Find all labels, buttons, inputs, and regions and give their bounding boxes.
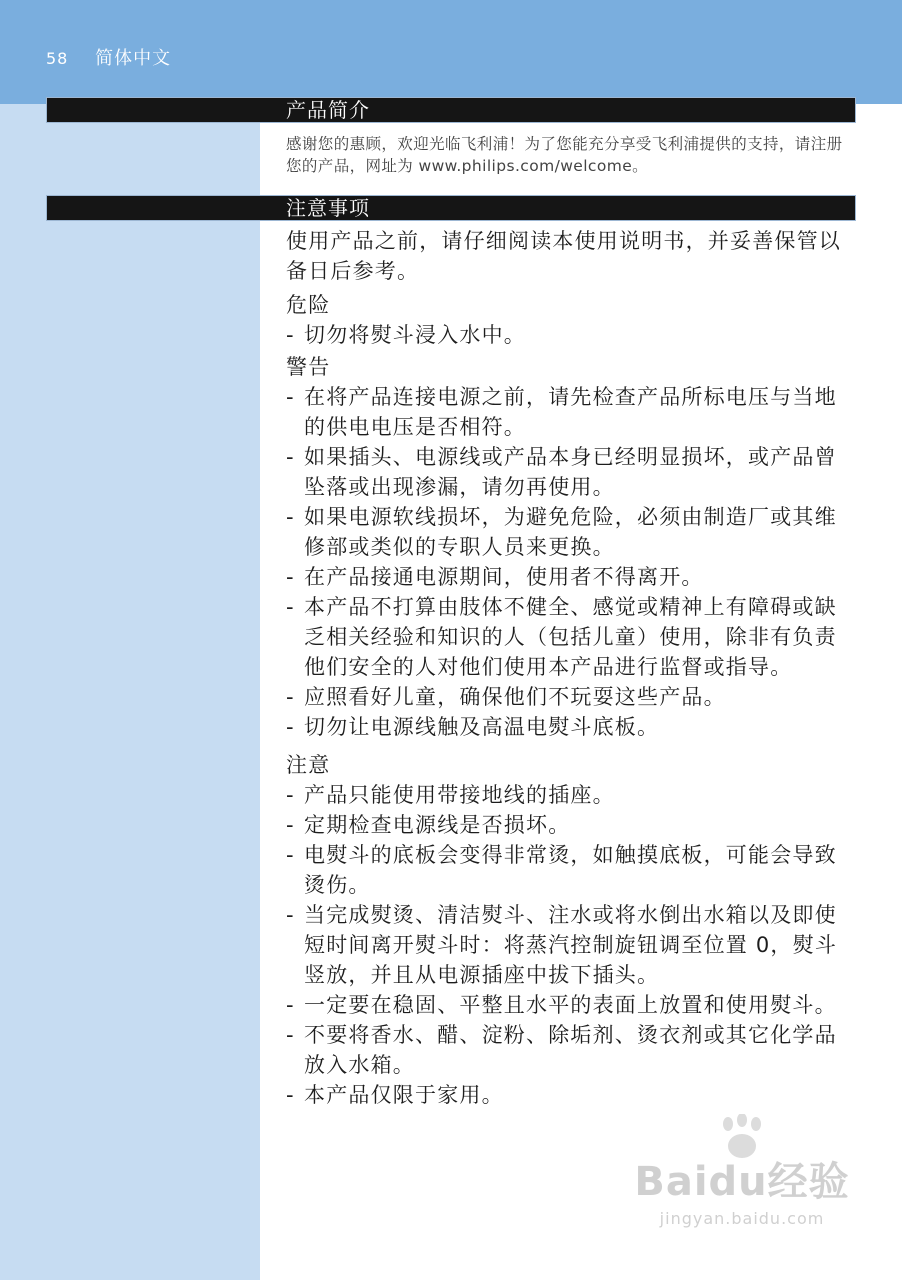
language-label: 简体中文 — [95, 48, 172, 69]
list-item: - 不要将香水、醋、淀粉、除垢剂、烫衣剂或其它化学品放入水箱。 — [286, 1020, 852, 1080]
intro-text: 感谢您的惠顾，欢迎光临飞利浦！为了您能充分享受飞利浦提供的支持，请注册您的产品，网址为 www.philips.com/welcome。 — [286, 135, 843, 175]
list-item: - 本产品仅限于家用。 — [286, 1080, 852, 1110]
list-item: - 电熨斗的底板会变得非常烫，如触摸底板，可能会导致烫伤。 — [286, 840, 852, 900]
baidu-watermark — [632, 1150, 852, 1240]
left-margin-band — [0, 104, 260, 1280]
list-item: - 如果插头、电源线或产品本身已经明显损坏，或产品曾坠落或出现渗漏，请勿再使用。 — [286, 442, 852, 502]
list-item: - 在将产品连接电源之前，请先检查产品所标电压与当地的供电电压是否相符。 — [286, 382, 852, 442]
list-item: - 如果电源软线损坏，为避免危险，必须由制造厂或其维修部或类似的专职人员来更换。 — [286, 502, 852, 562]
warning-heading: 警告 — [286, 355, 331, 379]
notes-section-title: 注意事项 — [286, 196, 370, 220]
list-item: - 在产品接通电源期间，使用者不得离开。 — [286, 562, 852, 592]
list-item: - 本产品不打算由肢体不健全、感觉或精神上有障碍或缺乏相关经验和知识的人（包括儿童）使用，除非有负责他们安全的人对他们使用本产品进行监督或指导。 — [286, 592, 852, 682]
caution-list — [286, 780, 852, 1110]
paw-icon — [714, 1114, 770, 1162]
page-header — [46, 44, 171, 70]
list-item: - 产品只能使用带接地线的插座。 — [286, 780, 852, 810]
caution-heading: 注意 — [286, 753, 331, 777]
list-item: - 定期检查电源线是否损坏。 — [286, 810, 852, 840]
list-item: - 切勿将熨斗浸入水中。 — [286, 320, 852, 350]
list-item: - 当完成熨烫、清洁熨斗、注水或将水倒出水箱以及即使短时间离开熨斗时：将蒸汽控制旋钮调至位置 0，熨斗竖放，并且从电源插座中拔下插头。 — [286, 900, 852, 990]
page-number: 58 — [46, 49, 69, 68]
danger-heading: 危险 — [286, 293, 331, 317]
list-item: - 一定要在稳固、平整且水平的表面上放置和使用熨斗。 — [286, 990, 852, 1020]
watermark-logo: Baidu经验 — [634, 1159, 850, 1205]
warning-list — [286, 382, 852, 742]
notes-section-bar — [46, 195, 856, 221]
danger-list — [286, 320, 852, 350]
lead-paragraph: 使用产品之前，请仔细阅读本使用说明书，并妥善保管以备日后参考。 — [286, 229, 841, 283]
list-item: - 应照看好儿童，确保他们不玩耍这些产品。 — [286, 682, 852, 712]
intro-section-title: 产品简介 — [286, 98, 370, 122]
watermark-url: jingyan.baidu.com — [659, 1209, 825, 1228]
intro-section-bar — [46, 97, 856, 123]
notes-content — [286, 226, 852, 1110]
list-item: - 切勿让电源线触及高温电熨斗底板。 — [286, 712, 852, 742]
